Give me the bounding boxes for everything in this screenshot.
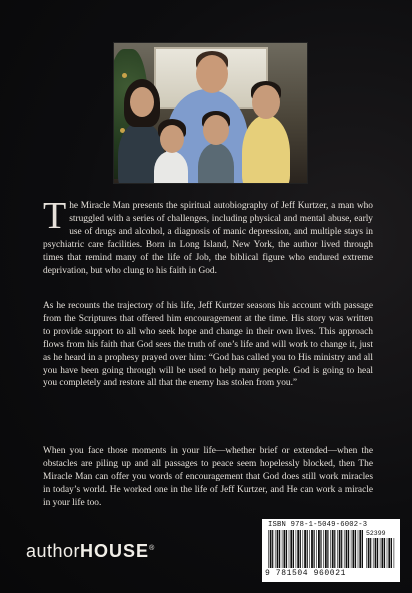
photo-child-middle-face [203, 115, 229, 145]
barcode-bar [284, 530, 286, 568]
photo-toddler-face [160, 125, 184, 153]
publisher-logo-author: author [26, 541, 81, 561]
barcode-bar [309, 530, 310, 568]
barcode-bar [332, 530, 334, 568]
barcode-bar [277, 530, 279, 568]
publisher-logo [26, 541, 155, 562]
barcode-bar [341, 530, 342, 568]
barcode-bar [297, 530, 299, 568]
barcode-bar [344, 530, 345, 568]
barcode-bar [337, 530, 338, 568]
photo-toddler [154, 151, 188, 184]
barcode-bar [384, 538, 385, 568]
barcode-bar [323, 530, 324, 568]
barcode-bar [391, 538, 392, 568]
barcode-bar [286, 530, 287, 568]
author-family-photo [113, 42, 308, 184]
drop-cap: T [43, 195, 67, 237]
description-paragraph-3: When you face those moments in your life—whether brief or extended—when the obstacles are piling up and all passages to peace seem hopelessly blocked, then The Miracle Man can offer you words of encouragement that God does still work miracles in today’s world. He worked one in the life of Jeff Kurtzer, and He can work a miracle in your life too. [43, 446, 373, 508]
barcode-bar [325, 530, 327, 568]
barcode-bar [370, 538, 371, 568]
barcode-bar [380, 538, 381, 568]
price-addon-label: 52399 [366, 530, 386, 537]
barcode-bar [388, 538, 390, 568]
barcode-bar [358, 530, 359, 568]
barcode-bar [355, 530, 356, 568]
photo-man-face [196, 55, 228, 93]
isbn-label: ISBN 978-1-5049-6002-3 [268, 521, 368, 529]
photo-woman-face [130, 87, 154, 117]
barcode-bar [368, 538, 370, 568]
barcode-bar [330, 530, 331, 568]
barcode-bar [382, 538, 384, 568]
barcode-bar [290, 530, 292, 568]
description-paragraph-2: As he recounts the trajectory of his life, Jeff Kurtzer seasons his account with passage from the Scriptures that offered him encouragement at the time. His story was written to provide support to all who seek hope and change in their own lives. This approach flows from his faith that God sees the truth of one’s life and will work to change it, just as he heard in a prophesy prayed over him: “God has called you to His ministry and all you have been going through will be used to help many people. God is going to heal you completely and restore all that the enemy has stolen from you.” [43, 301, 373, 389]
barcode-bar [275, 530, 276, 568]
barcode-bar [394, 538, 395, 568]
barcode-bar [289, 530, 290, 568]
barcode-bar [304, 530, 306, 568]
registered-mark: ® [149, 545, 155, 552]
barcode-bar [353, 530, 355, 568]
barcode-bar [373, 538, 374, 568]
barcode-bar [362, 530, 363, 568]
barcode-bar [327, 530, 328, 568]
barcode-bar [303, 530, 304, 568]
barcode-bar [346, 530, 348, 568]
barcode-bar [293, 530, 294, 568]
barcode-bar [300, 530, 301, 568]
photo-ornament [122, 73, 127, 78]
barcode-bar [272, 530, 273, 568]
barcode-bar [270, 530, 272, 568]
barcode-bar [296, 530, 297, 568]
photo-boy-right-face [252, 85, 280, 119]
barcode-bar [366, 538, 367, 568]
barcode-bar [351, 530, 352, 568]
photo-boy-right [242, 115, 290, 184]
barcode-bar [320, 530, 321, 568]
barcode-bar [387, 538, 388, 568]
paragraph-1-text: he Miracle Man presents the spiritual autobiography of Jeff Kurtzer, a man who struggled with a series of challenges, including physical and mental abuse, early use of drugs and alcohol, a diagnosis of manic depression, and multiple stays in psychiatric care facilities. Born in Long Island, New York, the author lived through times that remind many of the life of Job, the biblical figure who endured extreme deprivation, but who clung to his faith in God. [43, 201, 373, 276]
barcode-bar [359, 530, 361, 568]
barcode-bar [318, 530, 320, 568]
ean-barcode-bars [268, 530, 364, 568]
barcode-bar [375, 538, 377, 568]
isbn-barcode [262, 519, 400, 582]
photo-child-middle [198, 143, 234, 184]
barcode-bar [314, 530, 315, 568]
barcode-bar [316, 530, 317, 568]
barcode-bar [377, 538, 378, 568]
barcode-bar [348, 530, 349, 568]
barcode-bar [279, 530, 280, 568]
description-paragraph-1 [43, 195, 373, 277]
barcode-bar [307, 530, 308, 568]
addon-barcode-bars [366, 538, 395, 568]
publisher-logo-house: HOUSE [80, 541, 150, 561]
barcode-bar [282, 530, 283, 568]
ean-number: 9 781504 960021 [265, 569, 347, 578]
barcode-bar [311, 530, 313, 568]
barcode-bar [334, 530, 335, 568]
barcode-bar [339, 530, 341, 568]
barcode-bar [268, 530, 269, 568]
